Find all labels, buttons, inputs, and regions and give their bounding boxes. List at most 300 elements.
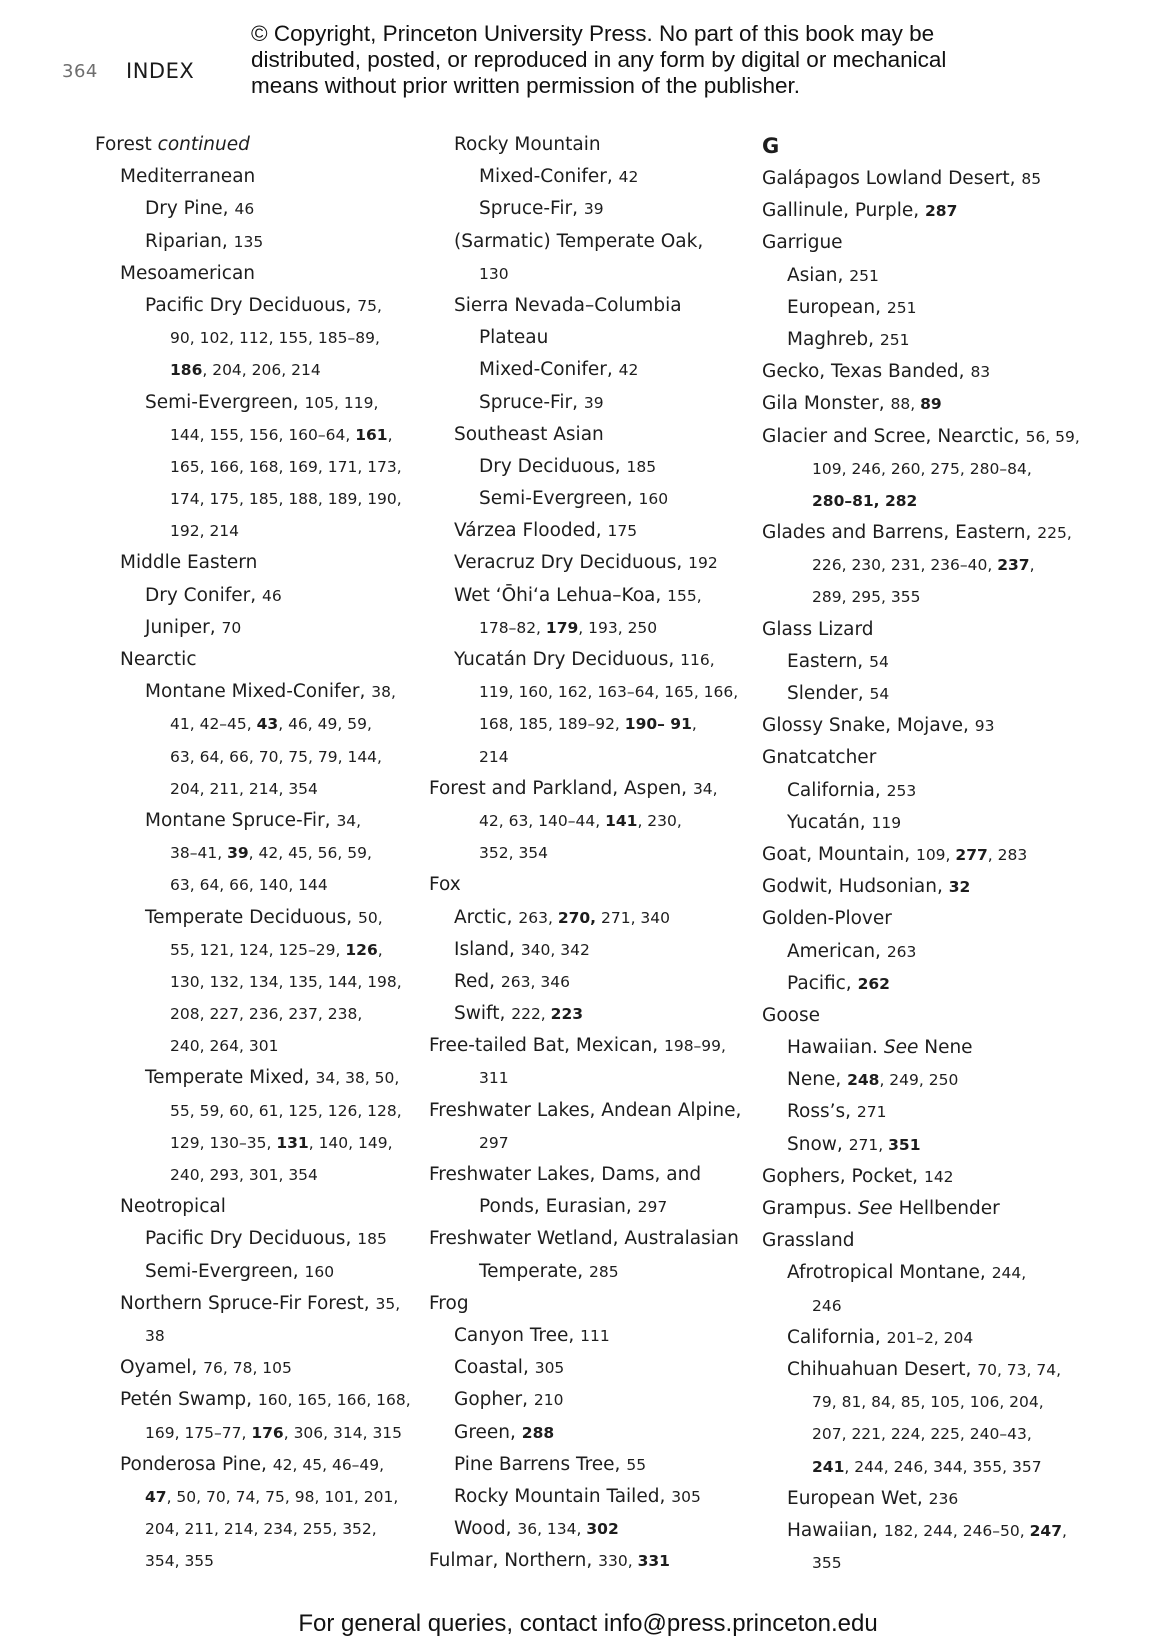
page-ref-bold: 39 xyxy=(227,844,249,863)
entry-page-numbers xyxy=(693,780,718,798)
entry-term: Temperate Mixed, xyxy=(145,1067,316,1089)
page-number: 364 xyxy=(62,61,98,82)
index-entry xyxy=(120,1384,411,1416)
page-ref: 210 xyxy=(533,1391,564,1410)
entry-term: Nearctic xyxy=(120,649,197,670)
entry-page-numbers xyxy=(501,973,570,991)
entry-term: Yucatán Dry Deciduous, xyxy=(454,649,681,670)
page-ref: 63, 64, 66, 70, 75, 79, 144, xyxy=(170,747,382,766)
page-ref-bold: 223 xyxy=(550,1005,584,1024)
entry-page-numbers xyxy=(664,1037,726,1055)
entry-page-numbers xyxy=(511,1005,583,1023)
index-entry xyxy=(812,549,1080,581)
copyright-line: means without prior written permission of the publisher. xyxy=(251,73,801,98)
page-ref: 204, 211, 214, 354 xyxy=(170,779,318,798)
entry-term: Dry Conifer, xyxy=(145,584,263,606)
page-ref: 285 xyxy=(589,1262,619,1281)
index-entry xyxy=(479,387,741,419)
page-ref: , 283 xyxy=(987,845,1028,864)
entry-page-numbers xyxy=(812,1393,1044,1411)
entry-term: Gophers, Pocket, xyxy=(762,1165,924,1187)
entry-term: Wet ʻŌhiʻa Lehua–Koa, xyxy=(454,584,668,606)
entry-page-numbers xyxy=(170,941,383,959)
index-entry xyxy=(762,1193,1080,1225)
entry-term: Hawaiian. xyxy=(787,1037,884,1059)
entry-page-numbers xyxy=(589,1263,619,1281)
copyright-notice xyxy=(251,21,971,99)
entry-page-numbers xyxy=(479,844,548,862)
entry-page-numbers xyxy=(522,1424,554,1442)
index-entry xyxy=(170,1030,411,1062)
page-ref: 297 xyxy=(637,1198,668,1217)
index-entry xyxy=(170,419,411,451)
entry-term: Veracruz Dry Deciduous, xyxy=(454,552,689,574)
entry-page-numbers xyxy=(479,812,682,830)
page-ref: 178–82, xyxy=(479,618,546,637)
entry-term: Middle Eastern xyxy=(120,552,258,574)
entry-page-numbers xyxy=(376,1295,401,1313)
index-entry xyxy=(762,839,1080,871)
entry-page-numbers xyxy=(262,587,282,605)
page-ref: 111 xyxy=(580,1326,610,1345)
page-ref: 70 xyxy=(221,618,242,637)
entry-term: Green, xyxy=(454,1421,522,1443)
entry-page-numbers xyxy=(518,909,670,927)
page-ref: , 306, 314, 315 xyxy=(283,1423,403,1442)
page-ref-bold: 288 xyxy=(521,1423,555,1442)
entry-page-numbers xyxy=(371,683,396,701)
entry-term: Frog xyxy=(429,1292,469,1314)
index-entry xyxy=(429,1095,741,1127)
entry-term: Island, xyxy=(454,938,521,960)
entry-term: Petén Swamp, xyxy=(120,1389,258,1411)
index-entry xyxy=(145,1062,411,1094)
page-ref: 129, 130–35, xyxy=(170,1133,277,1152)
index-entry xyxy=(170,354,411,386)
entry-term: Maghreb, xyxy=(787,328,880,350)
entry-term: Goose xyxy=(762,1004,820,1026)
entry-page-numbers xyxy=(535,1359,565,1377)
entry-term: Spruce-Fir, xyxy=(479,391,584,413)
entry-page-numbers xyxy=(234,200,254,218)
entry-page-numbers xyxy=(608,522,638,540)
page-ref: 144, 155, 156, 160–64, xyxy=(170,425,356,444)
page-ref: 130, 132, 134, 135, 144, 198, xyxy=(170,972,402,991)
entry-cross-reference: Hellbender xyxy=(892,1198,1000,1219)
index-entry xyxy=(787,324,1080,356)
entry-term: Asian, xyxy=(787,264,850,286)
entry-page-numbers xyxy=(170,458,402,476)
entry-term: Galápagos Lowland Desert, xyxy=(762,168,1022,189)
entry-term: European, xyxy=(787,296,887,318)
page-ref-bold: 247 xyxy=(1029,1521,1062,1540)
index-entry xyxy=(170,837,411,869)
entry-term: Riparian, xyxy=(145,230,234,252)
entry-page-numbers xyxy=(479,1134,509,1152)
page-ref-bold: 287 xyxy=(925,202,958,221)
entry-term: Ross’s, xyxy=(787,1101,857,1123)
entry-term: Ponderosa Pine, xyxy=(120,1453,273,1475)
index-entry xyxy=(787,678,1080,710)
page-ref-bold: 190– 91 xyxy=(624,715,692,734)
page-ref: 251 xyxy=(886,298,917,317)
entry-term: Swift, xyxy=(454,1003,512,1025)
page-ref: 198–99, xyxy=(663,1037,726,1056)
index-entry xyxy=(812,1418,1080,1450)
index-entry xyxy=(145,1417,411,1449)
index-entry xyxy=(120,1449,411,1481)
index-entry xyxy=(762,163,1080,195)
entry-page-numbers xyxy=(849,1136,921,1154)
page-ref: , xyxy=(377,940,383,959)
index-entry xyxy=(454,129,741,161)
entry-page-numbers xyxy=(170,1166,318,1184)
page-ref: 109, xyxy=(915,845,956,864)
entry-page-numbers xyxy=(812,1297,842,1315)
page-ref: 168, 185, 189–92, xyxy=(479,715,625,734)
entry-term: Mediterranean xyxy=(120,166,256,188)
index-entry xyxy=(120,1191,411,1223)
page-ref: 76, 78, 105 xyxy=(203,1359,292,1378)
entry-page-numbers xyxy=(887,1329,974,1347)
page-ref-bold: 131 xyxy=(276,1133,309,1152)
page-ref: 251 xyxy=(849,266,879,285)
entry-term: Freshwater Wetland, Australasian xyxy=(429,1228,739,1250)
entry-page-numbers xyxy=(598,1552,670,1570)
entry-page-numbers xyxy=(170,1037,278,1055)
page-ref: 38, xyxy=(371,683,396,702)
entry-term: Hawaiian, xyxy=(787,1519,884,1541)
entry-page-numbers xyxy=(521,941,590,959)
index-entry xyxy=(145,612,411,644)
entry-term: Dry Pine, xyxy=(145,198,235,220)
page-ref: 355 xyxy=(812,1554,842,1573)
entry-term: Ponds, Eurasian, xyxy=(479,1196,638,1218)
page-ref: , 42, 45, 56, 59, xyxy=(248,844,372,863)
entry-term: Mixed-Conifer, xyxy=(479,359,619,381)
entry-page-numbers xyxy=(1026,428,1080,446)
index-entry xyxy=(145,676,411,708)
index-entry xyxy=(479,741,741,773)
page-ref: 240, 264, 301 xyxy=(170,1037,279,1056)
page-ref: 119 xyxy=(871,813,902,832)
entry-term: Wood, xyxy=(454,1518,518,1540)
entry-page-numbers xyxy=(316,1069,400,1087)
index-entry xyxy=(479,1127,741,1159)
entry-page-numbers xyxy=(145,1424,402,1442)
index-entry xyxy=(454,1481,741,1513)
entry-term: American, xyxy=(787,940,887,962)
entry-term: Fulmar, Northern, xyxy=(429,1550,599,1572)
page-ref-bold: 186 xyxy=(170,361,203,380)
entry-term: Afrotropical Montane, xyxy=(787,1262,992,1284)
entry-page-numbers xyxy=(304,1263,334,1281)
index-entry xyxy=(762,517,1080,549)
entry-page-numbers xyxy=(145,1552,214,1570)
entry-page-numbers xyxy=(222,619,242,637)
index-entry xyxy=(120,161,411,193)
page-ref-bold: 241 xyxy=(812,1457,845,1476)
index-entry xyxy=(120,1288,411,1320)
index-entry xyxy=(479,258,741,290)
entry-page-numbers xyxy=(812,588,920,606)
entry-page-numbers xyxy=(584,200,604,218)
entry-page-numbers xyxy=(170,748,382,766)
index-entry xyxy=(145,1545,411,1577)
page-ref: 222, xyxy=(511,1005,551,1024)
index-entry xyxy=(145,902,411,934)
entry-term: Freshwater Lakes, Dams, and xyxy=(429,1164,702,1185)
entry-term: Yucatán, xyxy=(787,811,872,833)
index-entry xyxy=(170,1095,411,1127)
page-ref: , 249, 250 xyxy=(879,1071,959,1090)
entry-page-numbers xyxy=(949,878,971,896)
index-entry xyxy=(787,1354,1080,1386)
entry-term: Pacific, xyxy=(787,972,858,994)
page-ref-bold: 176 xyxy=(251,1423,284,1442)
page-ref: 263, 346 xyxy=(500,972,570,991)
page-ref: 263, xyxy=(518,908,558,927)
entry-term: Gila Monster, xyxy=(762,393,891,415)
page-ref: 155, xyxy=(667,586,702,605)
index-entry xyxy=(454,1417,741,1449)
page-ref: , 193, 250 xyxy=(578,618,658,637)
page-ref: 34, 38, 50, xyxy=(315,1069,400,1088)
page-ref: 236 xyxy=(928,1489,959,1508)
entry-page-numbers xyxy=(479,683,738,701)
entry-term: Nene, xyxy=(787,1069,848,1091)
entry-term: California, xyxy=(787,1326,887,1348)
entry-page-numbers xyxy=(479,265,509,283)
copyright-line: © Copyright, Princeton University Press. No part of this book may be xyxy=(251,21,935,46)
index-entry xyxy=(762,195,1080,227)
entry-page-numbers xyxy=(671,1488,701,1506)
page-ref: 182, 244, 246–50, xyxy=(883,1521,1030,1540)
index-entry xyxy=(145,1223,411,1255)
entry-term: Oyamel, xyxy=(120,1357,204,1379)
entry-page-numbers xyxy=(145,1520,377,1538)
entry-term: Temperate, xyxy=(479,1260,590,1282)
page-ref: , xyxy=(1061,1521,1067,1540)
index-entry xyxy=(120,1352,411,1384)
page-ref: 93 xyxy=(974,717,995,736)
page-ref: 109, 246, 260, 275, 280–84, xyxy=(812,459,1032,478)
page-ref: , xyxy=(387,425,393,444)
entry-page-numbers xyxy=(872,814,902,832)
index-entry xyxy=(479,451,741,483)
entry-term: Spruce-Fir, xyxy=(479,198,584,220)
entry-page-numbers xyxy=(304,394,378,412)
index-entry xyxy=(787,1032,1080,1064)
entry-page-numbers xyxy=(170,844,372,862)
entry-page-numbers xyxy=(170,715,372,733)
page-ref: 56, 59, xyxy=(1025,427,1080,446)
page-ref-bold: 302 xyxy=(586,1520,619,1539)
entry-term: Free-tailed Bat, Mexican, xyxy=(429,1035,664,1057)
index-entry xyxy=(120,547,411,579)
index-entry xyxy=(812,1451,1080,1483)
entry-term: Rocky Mountain xyxy=(454,134,601,155)
index-entry xyxy=(120,644,411,676)
page-ref-bold: 331 xyxy=(637,1552,670,1571)
entry-page-numbers xyxy=(638,1198,668,1216)
entry-page-numbers xyxy=(170,329,380,347)
entry-page-numbers xyxy=(170,522,239,540)
entry-page-numbers xyxy=(847,1071,958,1089)
entry-page-numbers xyxy=(667,587,702,605)
index-entry xyxy=(145,1320,411,1352)
entry-page-numbers xyxy=(170,780,318,798)
index-entry xyxy=(454,419,741,451)
index-entry xyxy=(429,1288,741,1320)
entry-page-numbers xyxy=(812,460,1032,478)
entry-term: Temperate Deciduous, xyxy=(145,906,358,928)
index-column-3 xyxy=(762,129,1080,1579)
page-ref: 142 xyxy=(923,1167,954,1186)
index-entry xyxy=(145,193,411,225)
index-entry xyxy=(454,1513,741,1545)
entry-page-numbers xyxy=(170,1102,402,1120)
entry-page-numbers xyxy=(170,876,328,894)
page-ref: 38 xyxy=(145,1326,165,1345)
entry-page-numbers xyxy=(479,748,509,766)
entry-term: Montane Mixed-Conifer, xyxy=(145,681,372,703)
entry-page-numbers xyxy=(479,715,697,733)
page-ref: 185 xyxy=(626,457,657,476)
index-entry xyxy=(170,869,411,901)
page-ref: 36, 134, xyxy=(517,1520,587,1539)
entry-page-numbers xyxy=(619,361,639,379)
page-ref-bold: 270, xyxy=(557,908,597,927)
running-head: INDEX xyxy=(126,59,195,83)
entry-term: Chihuahuan Desert, xyxy=(787,1358,978,1380)
page-ref: 105, 119, xyxy=(304,393,379,412)
index-entry xyxy=(812,1290,1080,1322)
page-ref: 354, 355 xyxy=(145,1552,215,1571)
index-entry xyxy=(454,966,741,998)
page-ref: 54 xyxy=(869,685,890,703)
entry-term: Dry Deciduous, xyxy=(479,455,627,477)
entry-page-numbers xyxy=(479,619,657,637)
index-entry xyxy=(762,742,1080,774)
index-entry xyxy=(479,193,741,225)
entry-term: Snow, xyxy=(787,1133,849,1155)
entry-page-numbers xyxy=(812,1458,1042,1476)
entry-page-numbers xyxy=(688,554,718,572)
index-entry xyxy=(479,837,741,869)
page-ref-bold: 179 xyxy=(545,618,579,637)
page-ref: , xyxy=(1029,556,1035,575)
entry-page-numbers xyxy=(170,1005,362,1023)
page-ref: 175 xyxy=(607,522,638,541)
entry-term: Forest and Parkland, Aspen, xyxy=(429,777,693,799)
page-ref: 160 xyxy=(638,490,669,509)
index-entry xyxy=(479,805,741,837)
entry-term: Montane Spruce-Fir, xyxy=(145,809,337,831)
entry-page-numbers xyxy=(170,490,402,508)
entry-term: Goat, Mountain, xyxy=(762,843,916,865)
entry-page-numbers xyxy=(992,1264,1027,1282)
index-entry xyxy=(787,1322,1080,1354)
page-ref-bold: 47 xyxy=(145,1487,167,1506)
index-entry xyxy=(787,260,1080,292)
entry-italic: continued xyxy=(157,134,250,155)
index-entry xyxy=(120,258,411,290)
entry-term: Glossy Snake, Mojave, xyxy=(762,715,975,737)
entry-term: Juniper, xyxy=(145,616,222,638)
index-entry xyxy=(170,741,411,773)
index-entry xyxy=(145,580,411,612)
index-entry xyxy=(479,1256,741,1288)
page-ref: 83 xyxy=(970,363,991,382)
entry-page-numbers xyxy=(916,846,1027,864)
page-ref-bold: 277 xyxy=(955,845,988,864)
page-ref: 42, 63, 140–44, xyxy=(479,811,606,830)
page-ref: , xyxy=(691,715,697,734)
entry-term: Grassland xyxy=(762,1230,855,1252)
index-entry xyxy=(787,1096,1080,1128)
index-entry xyxy=(762,421,1080,453)
index-entry xyxy=(762,1225,1080,1257)
index-entry xyxy=(787,936,1080,968)
page-ref: 192 xyxy=(688,554,718,573)
index-entry xyxy=(429,1030,741,1062)
index-entry xyxy=(762,871,1080,903)
index-entry xyxy=(145,387,411,419)
page-ref-bold: 32 xyxy=(948,878,971,897)
index-entry xyxy=(787,968,1080,1000)
entry-term: Gallinule, Purple, xyxy=(762,200,926,222)
entry-page-numbers xyxy=(336,812,361,830)
entry-term: Northern Spruce-Fir Forest, xyxy=(120,1292,376,1314)
index-entry xyxy=(429,869,741,901)
index-entry xyxy=(454,515,741,547)
index-entry xyxy=(454,644,741,676)
entry-italic: See xyxy=(858,1198,893,1219)
index-entry xyxy=(762,614,1080,646)
index-entry xyxy=(170,451,411,483)
index-entry xyxy=(812,1547,1080,1579)
index-column-2 xyxy=(429,129,741,1577)
index-entry xyxy=(762,388,1080,420)
index-entry xyxy=(479,354,741,386)
page-ref: 297 xyxy=(479,1133,509,1152)
index-entry xyxy=(812,581,1080,613)
page-ref-bold: 126 xyxy=(345,940,378,959)
index-entry xyxy=(762,356,1080,388)
page-ref: 88, xyxy=(890,395,921,414)
page-ref: 165, 166, 168, 169, 171, 173, xyxy=(170,457,402,476)
entry-term: Gopher, xyxy=(454,1389,534,1411)
entry-page-numbers xyxy=(929,1490,959,1508)
entry-page-numbers xyxy=(925,202,957,220)
page-ref: 160, 165, 166, 168, xyxy=(257,1391,411,1410)
page-ref: 192, 214 xyxy=(170,522,240,541)
page-ref: 185 xyxy=(357,1230,387,1249)
index-entry xyxy=(429,1159,741,1191)
page-ref: , 140, 149, xyxy=(308,1133,393,1152)
page-ref: 271, xyxy=(848,1135,889,1154)
entry-term: Forest xyxy=(95,134,158,155)
index-entry xyxy=(170,998,411,1030)
entry-term: Mesoamerican xyxy=(120,262,256,284)
index-entry xyxy=(145,1256,411,1288)
entry-page-numbers xyxy=(580,1327,610,1345)
index-entry xyxy=(454,1449,741,1481)
index-entry xyxy=(787,292,1080,324)
index-entry xyxy=(170,1159,411,1191)
index-entry xyxy=(454,580,741,612)
